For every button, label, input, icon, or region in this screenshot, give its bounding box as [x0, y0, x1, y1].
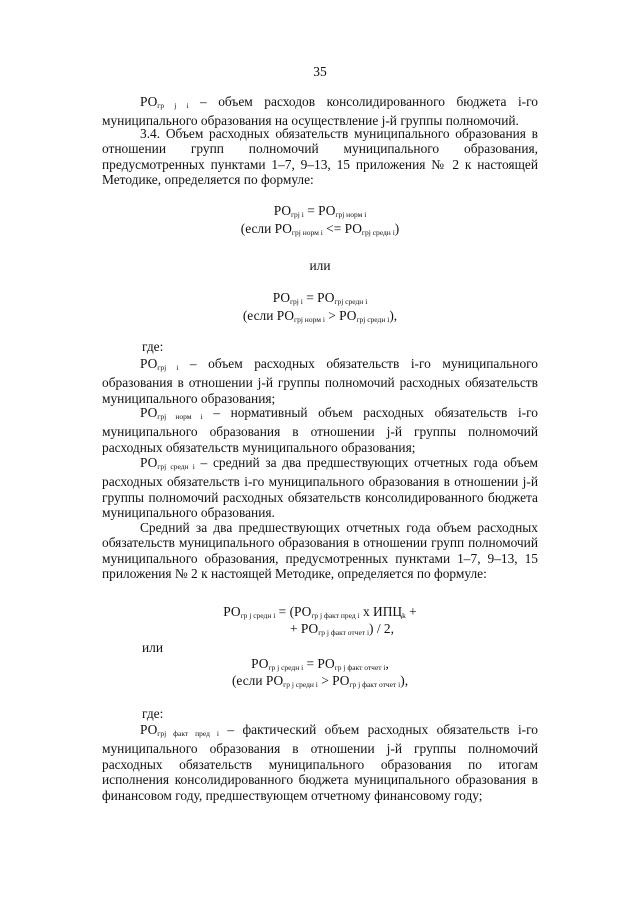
definition-ro-grj-norm-i: $РО_{грj норм i}$ – нормативный объем расходных обязательств i-го муниципального образования в отношении j-й группы полномочий расходных обязательств муниципального образования;: [102, 405, 538, 455]
formula-4-line-1: $РО_{гр j средн i} = РО_{гр j факт отчет i}$,: [251, 656, 389, 672]
definition-ro-grj-sredn-i: $РО_{грj средн i}$ – средний за два предшествующих отчетных года объем расходных обязательств i-го муниципального образования в отношении j-й группы полномочий расходных обязательств консолидированного бюджета муниципального образования.: [102, 455, 538, 521]
formula-3-line-2: + $РО_{гр j факт отчет i}) / 2$,: [290, 621, 394, 637]
definition-ro-grj-i: $РО_{грj i}$ – объем расходных обязательств i-го муниципального образования в отношении j-й группы полномочий расходных обязательств муниципального образования;: [102, 356, 538, 406]
formula-2-line-2: (если $РО_{грj норм i} > РО_{грj средн i}$),: [242, 308, 398, 324]
formula-1-line-2: (если $РО_{грj норм i} <= РО_{грj средн i}$): [240, 221, 400, 237]
formula-3-line-1: $РО_{гр j средн i} = (РО_{гр j факт пред i}$ х $ИПЦ_k$ +: [223, 604, 417, 620]
formula-4-line-2: (если $РО_{гр j средн i} > РО_{гр j факт отчет i}$),: [231, 673, 409, 689]
definition-ro-grj-fakt-pred-i: $РО_{грj факт пред i}$ – фактический объем расходных обязательств i-го муниципального образования в отношении j-й группы полномочий расходных обязательств муниципального образования по итогам исполнения консолидированного бюджета муниципального образования в финансовом году, предшествующем отчетному финансовому году;: [102, 722, 538, 803]
paragraph-average: Средний за два предшествующих отчетных года объем расходных обязательств муниципального образования в отношении групп полномочий муниципального образования, предусмотренных пунктами 1–7, 9–13, 15 приложения № 2 к настоящей Методике, определяется по формуле:: [102, 520, 538, 582]
definition-ro-gr-j-i: $РО_{гр j i}$ – объем расходов консолидированного бюджета i-го муниципального образования на осуществление j-й группы полномочий.: [102, 94, 538, 129]
where-label-1: где:: [142, 339, 164, 354]
formula-1-line-1: $РО_{грj i} = РО_{грj норм i}$: [273, 203, 367, 219]
page-number: 35: [313, 64, 327, 79]
or-separator-1: или: [309, 258, 331, 273]
where-label-2: где:: [142, 706, 164, 721]
formula-2-line-1: $РО_{грj i} = РО_{грj средн i}$: [272, 290, 368, 306]
or-separator-2: или: [142, 640, 164, 655]
paragraph-3-4: 3.4. Объем расходных обязательств муниципального образования в отношении групп полномочий муниципального образования, предусмотренных пунктами 1–7, 9–13, 15 приложения № 2 к настоящей Методике, определяется по формуле:: [102, 126, 538, 188]
